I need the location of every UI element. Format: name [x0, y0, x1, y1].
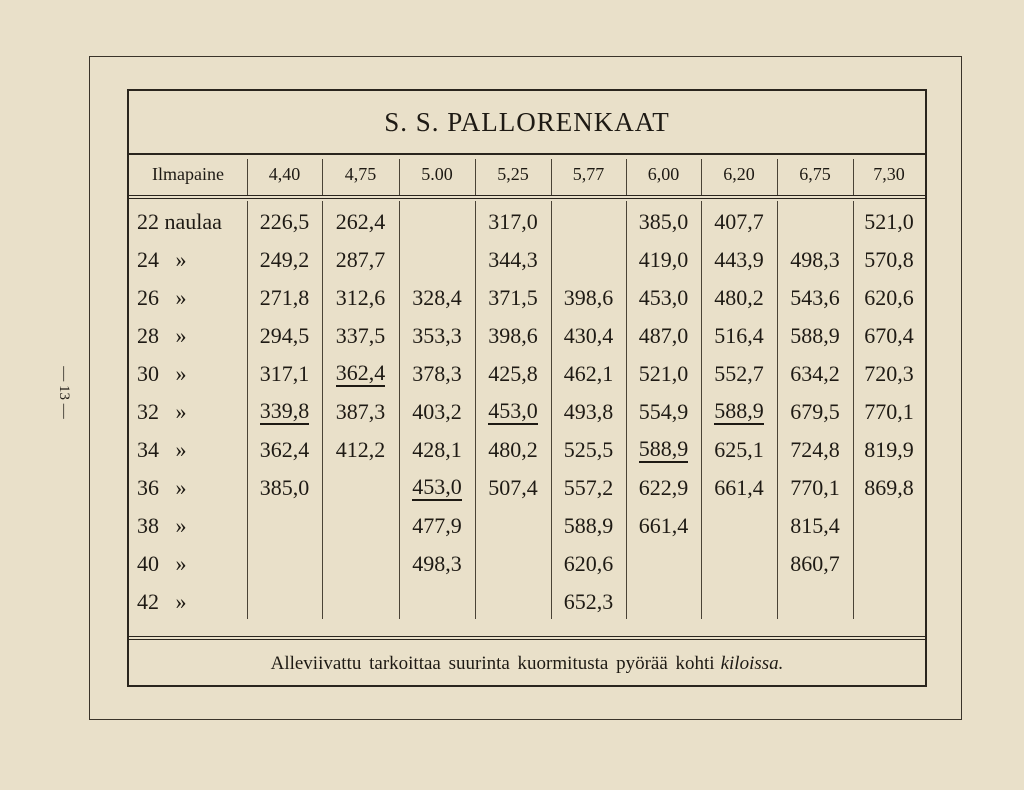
cell-text: 634,2 [790, 361, 840, 386]
header-column-rule [701, 159, 702, 195]
cell-text: 453,0 [488, 398, 538, 423]
load-value [626, 393, 701, 431]
tire-load-table [127, 89, 927, 687]
cell-text: 453,0 [412, 474, 462, 499]
load-value [777, 545, 853, 583]
load-value [777, 469, 853, 507]
load-value [626, 317, 701, 355]
cell-text: 588,9 [563, 513, 614, 538]
load-value [475, 203, 551, 241]
load-value [322, 279, 399, 317]
cell-text: 249,2 [259, 247, 310, 272]
load-value [777, 317, 853, 355]
row-label: 28 » [137, 323, 187, 348]
load-value [626, 241, 701, 279]
cell-text: 487,0 [638, 323, 689, 348]
load-value [247, 241, 322, 279]
table-body [129, 201, 925, 635]
load-value [475, 317, 551, 355]
load-value [247, 469, 322, 507]
cell-text: 498,3 [790, 247, 840, 272]
load-value [475, 469, 551, 507]
load-value [853, 469, 925, 507]
cell-text: 720,3 [864, 361, 914, 386]
load-value [626, 355, 701, 393]
load-value [399, 317, 475, 355]
row-label: 42 » [137, 589, 187, 614]
load-value [551, 393, 626, 431]
cell-text: 521,0 [864, 209, 914, 234]
cell-text: 670,4 [864, 323, 914, 348]
max-load-value [626, 431, 701, 469]
load-value [551, 431, 626, 469]
load-value [551, 583, 626, 621]
cell-text: 398,6 [563, 285, 614, 310]
load-value [626, 203, 701, 241]
cell-text: 425,8 [488, 361, 538, 386]
load-value [701, 355, 777, 393]
footnote [129, 641, 925, 687]
cell-text: 344,3 [488, 247, 538, 272]
cell-text: 287,7 [335, 247, 386, 272]
footnote-divider-1 [129, 636, 925, 637]
header-column-rule [247, 159, 248, 195]
cell-text: 407,7 [714, 209, 764, 234]
cell-text: 362,4 [335, 360, 386, 385]
header-column-rule [853, 159, 854, 195]
cell-text: 385,0 [638, 209, 689, 234]
cell-text: 317,1 [259, 361, 310, 386]
cell-text: 819,9 [864, 437, 914, 462]
cell-text: 480,2 [714, 285, 764, 310]
load-value [551, 545, 626, 583]
load-value [853, 393, 925, 431]
header-column-rule [777, 159, 778, 195]
footnote-divider-2 [129, 639, 925, 640]
cell-text: 312,6 [335, 285, 386, 310]
load-value [399, 545, 475, 583]
column-header: 5,25 [497, 163, 529, 184]
load-value [551, 355, 626, 393]
cell-text: 398,6 [488, 323, 538, 348]
cell-text: 652,3 [563, 589, 614, 614]
cell-text: 620,6 [563, 551, 614, 576]
cell-text: 860,7 [790, 551, 840, 576]
cell-text: 588,9 [790, 323, 840, 348]
load-value [399, 279, 475, 317]
cell-text: 588,9 [638, 436, 689, 461]
header-divider-2 [129, 198, 925, 199]
cell-text: 317,0 [488, 209, 538, 234]
column-header: 5.00 [421, 163, 453, 184]
column-header: 6,20 [723, 163, 755, 184]
load-value [701, 317, 777, 355]
row-label: 38 » [137, 513, 187, 538]
load-value [551, 507, 626, 545]
load-value [777, 355, 853, 393]
row-label: 30 » [137, 361, 187, 386]
load-value [701, 203, 777, 241]
load-value [551, 317, 626, 355]
cell-text: 328,4 [412, 285, 462, 310]
cell-text: 362,4 [259, 437, 310, 462]
cell-text: 620,6 [864, 285, 914, 310]
load-value [247, 317, 322, 355]
cell-text: 507,4 [488, 475, 538, 500]
load-value [322, 393, 399, 431]
load-value [777, 507, 853, 545]
load-value [853, 241, 925, 279]
cell-text: 271,8 [259, 285, 310, 310]
header-row [129, 153, 925, 195]
load-value [551, 279, 626, 317]
cell-text: 419,0 [638, 247, 689, 272]
row-label: 24 » [137, 247, 187, 272]
load-value [322, 431, 399, 469]
cell-text: 294,5 [259, 323, 310, 348]
header-label: Ilmapaine [152, 163, 224, 184]
load-value [247, 279, 322, 317]
cell-text: 453,0 [638, 285, 689, 310]
load-value [247, 203, 322, 241]
table-title: S. S. PALLORENKAAT [384, 106, 670, 137]
cell-text: 430,4 [563, 323, 614, 348]
load-value [399, 393, 475, 431]
cell-text: 226,5 [259, 209, 310, 234]
load-value [853, 279, 925, 317]
row-label: 22 naulaa [137, 209, 222, 234]
cell-text: 371,5 [488, 285, 538, 310]
load-value [475, 431, 551, 469]
cell-text: 498,3 [412, 551, 462, 576]
load-value [475, 241, 551, 279]
cell-text: 353,3 [412, 323, 462, 348]
cell-text: 428,1 [412, 437, 462, 462]
load-value [777, 241, 853, 279]
footnote-unit: kiloissa. [720, 653, 784, 674]
header-column-rule [475, 159, 476, 195]
load-value [399, 431, 475, 469]
load-value [853, 355, 925, 393]
cell-text: 525,5 [563, 437, 614, 462]
load-value [322, 317, 399, 355]
cell-text: 625,1 [714, 437, 764, 462]
cell-text: 339,8 [259, 398, 310, 423]
cell-text: 462,1 [563, 361, 614, 386]
load-value [701, 241, 777, 279]
cell-text: 403,2 [412, 399, 462, 424]
load-value [399, 355, 475, 393]
load-value [701, 279, 777, 317]
cell-text: 661,4 [638, 513, 689, 538]
cell-text: 557,2 [563, 475, 614, 500]
load-value [626, 507, 701, 545]
max-load-value [701, 393, 777, 431]
cell-text: 661,4 [714, 475, 764, 500]
load-value [626, 279, 701, 317]
cell-text: 724,8 [790, 437, 840, 462]
load-value [399, 507, 475, 545]
load-value [853, 431, 925, 469]
load-value [777, 431, 853, 469]
load-value [701, 469, 777, 507]
cell-text: 588,9 [714, 398, 764, 423]
load-value [853, 317, 925, 355]
cell-text: 378,3 [412, 361, 462, 386]
column-header: 6,00 [647, 163, 680, 184]
load-value [247, 431, 322, 469]
cell-text: 480,2 [488, 437, 538, 462]
max-load-value [247, 393, 322, 431]
cell-text: 412,2 [335, 437, 386, 462]
cell-text: 815,4 [790, 513, 840, 538]
cell-text: 543,6 [790, 285, 840, 310]
header-column-rule [626, 159, 627, 195]
cell-text: 552,7 [714, 361, 764, 386]
load-value [777, 393, 853, 431]
cell-text: 337,5 [335, 323, 386, 348]
cell-text: 770,1 [790, 475, 840, 500]
load-value [626, 469, 701, 507]
load-value [475, 279, 551, 317]
column-header: 7,30 [873, 163, 905, 184]
header-column-rule [551, 159, 552, 195]
column-header: 5,77 [572, 163, 605, 184]
cell-text: 570,8 [864, 247, 914, 272]
cell-text: 262,4 [335, 209, 386, 234]
cell-text: 443,9 [714, 247, 764, 272]
load-value [701, 431, 777, 469]
max-load-value [399, 469, 475, 507]
header-divider-1 [129, 195, 925, 196]
column-header: 4,75 [344, 163, 377, 184]
load-value [322, 241, 399, 279]
cell-text: 516,4 [714, 323, 764, 348]
cell-text: 387,3 [335, 399, 386, 424]
cell-text: 770,1 [864, 399, 914, 424]
column-header: 6,75 [799, 163, 831, 184]
cell-text: 622,9 [638, 475, 689, 500]
cell-text: 521,0 [638, 361, 689, 386]
cell-text: 679,5 [790, 399, 840, 424]
load-value [475, 355, 551, 393]
cell-text: 554,9 [638, 399, 689, 424]
cell-text: 477,9 [412, 513, 462, 538]
max-load-value [475, 393, 551, 431]
page-number: — 13 — [55, 365, 72, 419]
row-label: 40 » [137, 551, 187, 576]
cell-text: 869,8 [864, 475, 914, 500]
max-load-value [322, 355, 399, 393]
row-label: 26 » [137, 285, 187, 310]
cell-text: 493,8 [563, 399, 614, 424]
load-value [777, 279, 853, 317]
row-label: 34 » [137, 437, 187, 462]
load-value [247, 355, 322, 393]
header-column-rule [322, 159, 323, 195]
footnote-text: Alleviivattu tarkoittaa suurinta kuormitusta pyörää kohti [270, 653, 715, 674]
load-value [551, 469, 626, 507]
load-value [853, 203, 925, 241]
header-column-rule [399, 159, 400, 195]
load-value [322, 203, 399, 241]
column-header: 4,40 [268, 163, 301, 184]
row-label: 32 » [137, 399, 187, 424]
cell-text: 385,0 [259, 475, 310, 500]
row-label: 36 » [137, 475, 187, 500]
